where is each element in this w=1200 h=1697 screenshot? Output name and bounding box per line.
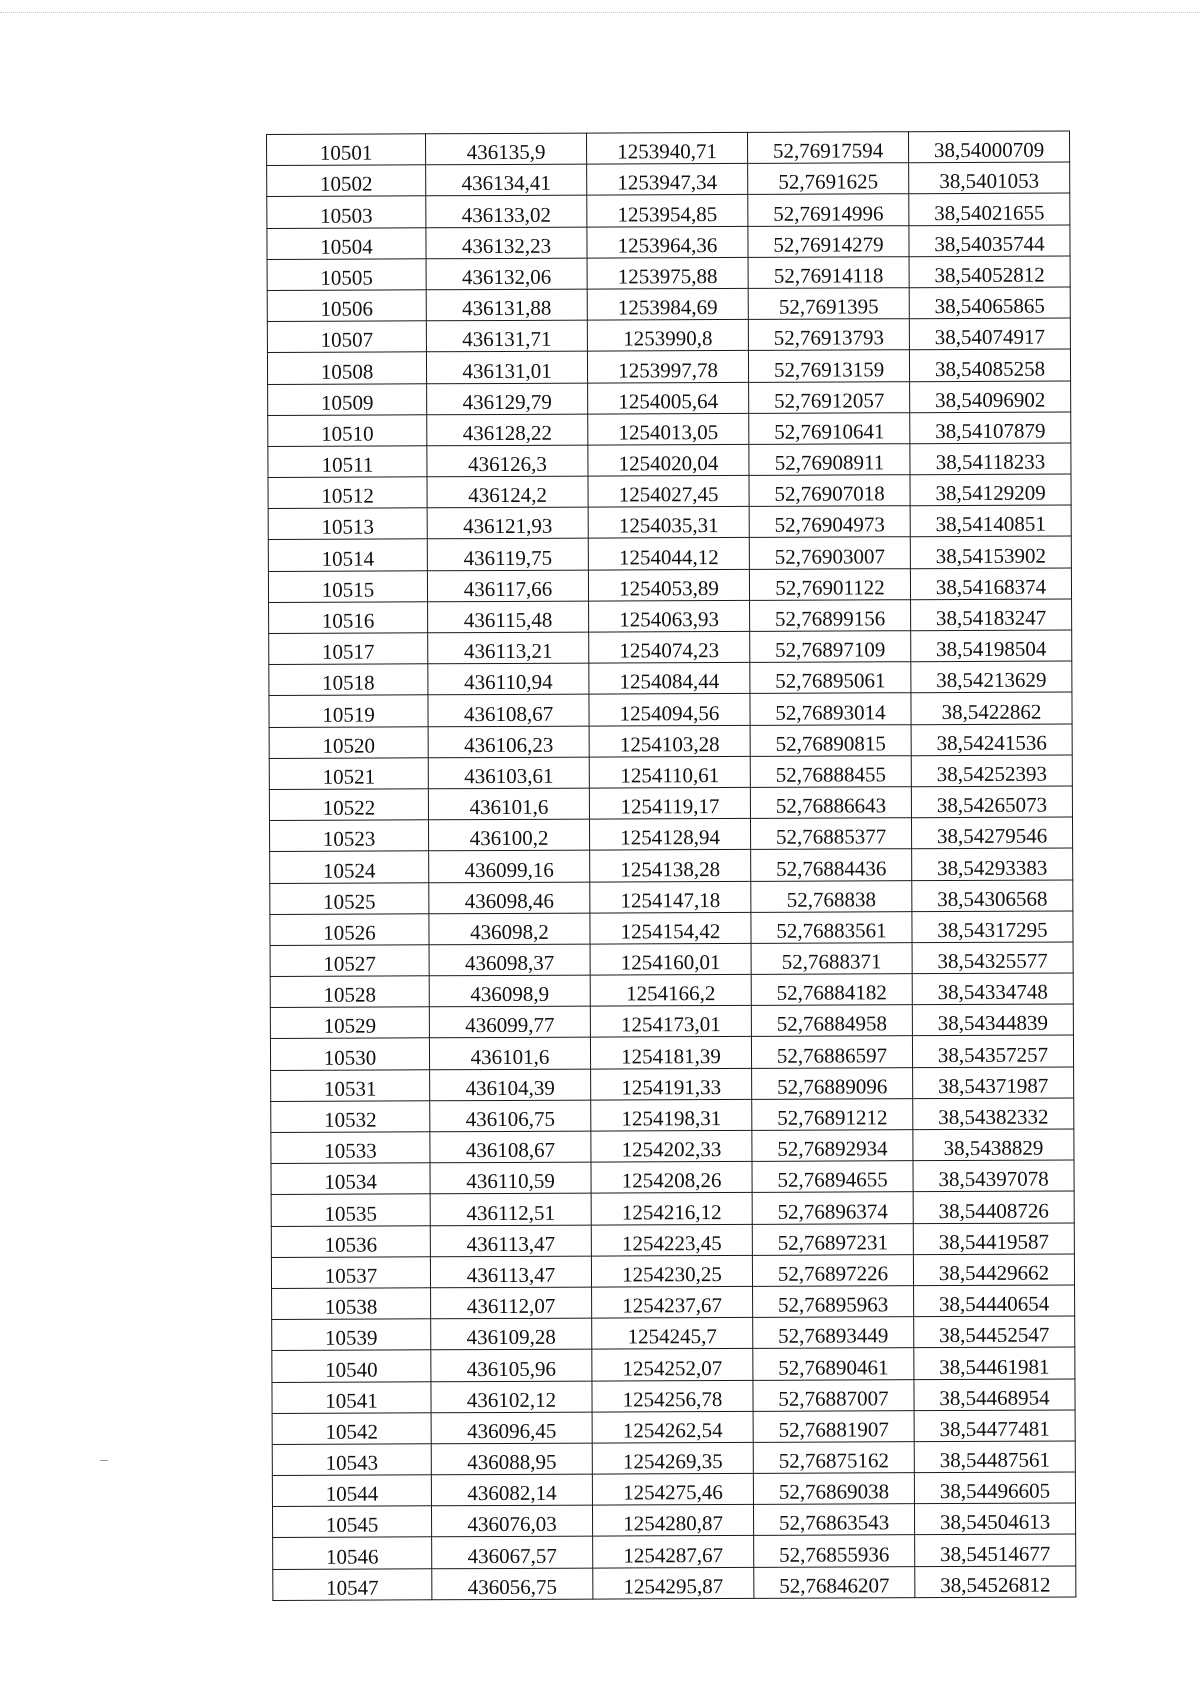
y-coordinate-cell: 1254245,7 — [592, 1318, 753, 1350]
y-coordinate-cell: 1254005,64 — [588, 382, 749, 414]
x-coordinate-cell: 436129,79 — [427, 383, 588, 415]
latitude-cell: 52,76888455 — [750, 755, 911, 787]
y-coordinate-cell: 1254138,28 — [590, 850, 751, 882]
latitude-cell: 52,76893014 — [750, 693, 911, 725]
table-row — [272, 1472, 1075, 1507]
latitude-cell: 52,76913793 — [748, 319, 909, 351]
latitude-cell: 52,76913159 — [748, 350, 909, 382]
table-row — [272, 1378, 1075, 1413]
x-coordinate-cell: 436098,37 — [429, 944, 590, 976]
x-coordinate-cell: 436126,3 — [427, 445, 588, 477]
latitude-cell: 52,76914118 — [748, 256, 909, 288]
y-coordinate-cell: 1254230,25 — [591, 1255, 752, 1287]
x-coordinate-cell: 436112,51 — [430, 1193, 591, 1225]
point-number-cell: 10507 — [267, 321, 426, 353]
longitude-cell: 38,54468954 — [914, 1378, 1075, 1410]
longitude-cell: 38,54371987 — [913, 1067, 1074, 1099]
latitude-cell: 52,7688371 — [751, 943, 912, 975]
y-coordinate-cell: 1254013,05 — [588, 413, 749, 445]
point-number-cell: 10530 — [270, 1038, 429, 1070]
table-row — [268, 474, 1071, 509]
latitude-cell: 52,76901122 — [749, 568, 910, 600]
y-coordinate-cell: 1254053,89 — [588, 569, 749, 601]
point-number-cell: 10534 — [271, 1163, 430, 1195]
point-number-cell: 10505 — [267, 259, 426, 291]
point-number-cell: 10532 — [271, 1101, 430, 1133]
y-coordinate-cell: 1254103,28 — [589, 725, 750, 757]
y-coordinate-cell: 1254237,67 — [592, 1286, 753, 1318]
longitude-cell: 38,54408726 — [913, 1191, 1074, 1223]
latitude-cell: 52,76914996 — [748, 194, 909, 226]
y-coordinate-cell: 1253984,69 — [587, 288, 748, 320]
table-row — [268, 568, 1071, 603]
y-coordinate-cell: 1254216,12 — [591, 1193, 752, 1225]
point-number-cell: 10526 — [270, 913, 429, 945]
x-coordinate-cell: 436119,75 — [427, 539, 588, 571]
y-coordinate-cell: 1254252,07 — [592, 1349, 753, 1381]
longitude-cell: 38,54213629 — [911, 661, 1072, 693]
y-coordinate-cell: 1254208,26 — [591, 1162, 752, 1194]
y-coordinate-cell: 1254191,33 — [591, 1068, 752, 1100]
y-coordinate-cell: 1254020,04 — [588, 444, 749, 476]
table-row — [271, 1191, 1074, 1226]
x-coordinate-cell: 436108,67 — [430, 1131, 591, 1163]
x-coordinate-cell: 436101,6 — [429, 1038, 590, 1070]
longitude-cell: 38,54129209 — [910, 474, 1071, 506]
x-coordinate-cell: 436076,03 — [431, 1505, 592, 1537]
point-number-cell: 10529 — [270, 1007, 429, 1039]
table-row — [267, 287, 1070, 322]
x-coordinate-cell: 436131,01 — [426, 351, 587, 383]
longitude-cell: 38,54035744 — [909, 225, 1070, 257]
y-coordinate-cell: 1254262,54 — [592, 1411, 753, 1443]
point-number-cell: 10543 — [272, 1444, 431, 1476]
longitude-cell: 38,54487561 — [914, 1441, 1075, 1473]
longitude-cell: 38,54477481 — [914, 1410, 1075, 1442]
y-coordinate-cell: 1254027,45 — [588, 475, 749, 507]
latitude-cell: 52,7691625 — [748, 163, 909, 195]
table-row — [270, 1004, 1073, 1039]
y-coordinate-cell: 1253954,85 — [587, 195, 748, 227]
latitude-cell: 52,76869038 — [753, 1473, 914, 1505]
table-row — [267, 193, 1070, 228]
latitude-cell: 52,76884958 — [751, 1005, 912, 1037]
y-coordinate-cell: 1254063,93 — [589, 600, 750, 632]
y-coordinate-cell: 1253947,34 — [587, 164, 748, 196]
latitude-cell: 52,76897109 — [750, 631, 911, 663]
y-coordinate-cell: 1254166,2 — [590, 974, 751, 1006]
table-row — [273, 1566, 1076, 1601]
point-number-cell: 10546 — [273, 1537, 432, 1569]
latitude-cell: 52,76886597 — [751, 1036, 912, 1068]
x-coordinate-cell: 436102,12 — [431, 1381, 592, 1413]
longitude-cell: 38,54452547 — [914, 1316, 1075, 1348]
longitude-cell: 38,54325577 — [912, 942, 1073, 974]
x-coordinate-cell: 436067,57 — [432, 1537, 593, 1569]
y-coordinate-cell: 1254287,67 — [593, 1536, 754, 1568]
latitude-cell: 52,76855936 — [754, 1535, 915, 1567]
point-number-cell: 10547 — [273, 1568, 432, 1600]
table-row — [271, 1254, 1074, 1289]
point-number-cell: 10517 — [269, 633, 428, 665]
table-row — [270, 1035, 1073, 1070]
table-row — [268, 443, 1071, 478]
x-coordinate-cell: 436133,02 — [426, 195, 587, 227]
latitude-cell: 52,76894655 — [752, 1161, 913, 1193]
longitude-cell: 38,54514677 — [915, 1534, 1076, 1566]
longitude-cell: 38,54153902 — [910, 536, 1071, 568]
x-coordinate-cell: 436109,28 — [431, 1318, 592, 1350]
latitude-cell: 52,76917594 — [747, 132, 908, 164]
point-number-cell: 10528 — [270, 976, 429, 1008]
longitude-cell: 38,54183247 — [911, 599, 1072, 631]
table-row — [267, 131, 1070, 166]
point-number-cell: 10525 — [270, 882, 429, 914]
table-row — [267, 318, 1070, 353]
longitude-cell: 38,54168374 — [910, 568, 1071, 600]
table-row — [269, 755, 1072, 790]
x-coordinate-cell: 436098,46 — [429, 882, 590, 914]
x-coordinate-cell: 436106,75 — [430, 1100, 591, 1132]
y-coordinate-cell: 1254044,12 — [588, 538, 749, 570]
x-coordinate-cell: 436099,77 — [429, 1006, 590, 1038]
latitude-cell: 52,76886643 — [750, 787, 911, 819]
longitude-cell: 38,54252393 — [911, 755, 1072, 787]
point-number-cell: 10544 — [272, 1475, 431, 1507]
x-coordinate-cell: 436098,9 — [429, 975, 590, 1007]
table-row — [267, 162, 1070, 197]
table-row — [272, 1285, 1075, 1320]
latitude-cell: 52,76883561 — [751, 911, 912, 943]
x-coordinate-cell: 436132,06 — [426, 258, 587, 290]
point-number-cell: 10506 — [267, 290, 426, 322]
longitude-cell: 38,54085258 — [909, 349, 1070, 381]
table-row — [270, 879, 1073, 914]
table-row — [269, 817, 1072, 852]
coordinates-table — [266, 130, 1076, 1600]
point-number-cell: 10531 — [271, 1069, 430, 1101]
table-row — [268, 380, 1071, 415]
table-row — [272, 1347, 1075, 1382]
y-coordinate-cell: 1254280,87 — [592, 1505, 753, 1537]
y-coordinate-cell: 1254035,31 — [588, 507, 749, 539]
longitude-cell: 38,54429662 — [913, 1254, 1074, 1286]
longitude-cell: 38,54382332 — [913, 1098, 1074, 1130]
table-row — [271, 1067, 1074, 1102]
table-row — [268, 505, 1071, 540]
x-coordinate-cell: 436121,93 — [427, 507, 588, 539]
longitude-cell: 38,54140851 — [910, 505, 1071, 537]
page-top-rule — [0, 12, 1200, 13]
y-coordinate-cell: 1254147,18 — [590, 881, 751, 913]
latitude-cell: 52,76881907 — [753, 1410, 914, 1442]
x-coordinate-cell: 436099,16 — [429, 850, 590, 882]
point-number-cell: 10539 — [272, 1319, 431, 1351]
latitude-cell: 52,76912057 — [749, 381, 910, 413]
point-number-cell: 10522 — [269, 789, 428, 821]
y-coordinate-cell: 1254223,45 — [591, 1224, 752, 1256]
y-coordinate-cell: 1254202,33 — [591, 1130, 752, 1162]
x-coordinate-cell: 436110,59 — [430, 1162, 591, 1194]
x-coordinate-cell: 436056,75 — [432, 1568, 593, 1600]
latitude-cell: 52,76863543 — [753, 1504, 914, 1536]
latitude-cell: 52,76891212 — [752, 1098, 913, 1130]
point-number-cell: 10508 — [267, 352, 426, 384]
latitude-cell: 52,76899156 — [750, 600, 911, 632]
longitude-cell: 38,54419587 — [913, 1223, 1074, 1255]
x-coordinate-cell: 436113,47 — [430, 1225, 591, 1257]
x-coordinate-cell: 436113,47 — [430, 1256, 591, 1288]
x-coordinate-cell: 436132,23 — [426, 227, 587, 259]
x-coordinate-cell: 436135,9 — [426, 133, 587, 165]
longitude-cell: 38,5438829 — [913, 1129, 1074, 1161]
longitude-cell: 38,54096902 — [910, 380, 1071, 412]
table-row — [271, 1129, 1074, 1164]
table-row — [269, 692, 1072, 727]
x-coordinate-cell: 436103,61 — [428, 757, 589, 789]
table-row — [268, 536, 1071, 571]
point-number-cell: 10503 — [267, 196, 426, 228]
y-coordinate-cell: 1253975,88 — [587, 257, 748, 289]
point-number-cell: 10527 — [270, 945, 429, 977]
longitude-cell: 38,54317295 — [912, 911, 1073, 943]
table-row — [272, 1441, 1075, 1476]
longitude-cell: 38,54526812 — [915, 1566, 1076, 1598]
longitude-cell: 38,54504613 — [914, 1503, 1075, 1535]
table-row — [271, 1160, 1074, 1195]
x-coordinate-cell: 436082,14 — [431, 1474, 592, 1506]
table-row — [270, 848, 1073, 883]
y-coordinate-cell: 1253997,78 — [587, 351, 748, 383]
point-number-cell: 10541 — [272, 1381, 431, 1413]
x-coordinate-cell: 436088,95 — [431, 1443, 592, 1475]
latitude-cell: 52,76890815 — [750, 724, 911, 756]
table-row — [272, 1503, 1075, 1538]
latitude-cell: 52,76897231 — [752, 1223, 913, 1255]
longitude-cell: 38,54052812 — [909, 256, 1070, 288]
longitude-cell: 38,54440654 — [914, 1285, 1075, 1317]
point-number-cell: 10537 — [271, 1257, 430, 1289]
point-number-cell: 10518 — [269, 664, 428, 696]
longitude-cell: 38,54118233 — [910, 443, 1071, 475]
latitude-cell: 52,76846207 — [754, 1566, 915, 1598]
longitude-cell: 38,54241536 — [911, 724, 1072, 756]
y-coordinate-cell: 1254198,31 — [591, 1099, 752, 1131]
point-number-cell: 10516 — [269, 602, 428, 634]
longitude-cell: 38,54306568 — [912, 879, 1073, 911]
x-coordinate-cell: 436096,45 — [431, 1412, 592, 1444]
table-row — [270, 973, 1073, 1008]
longitude-cell: 38,54279546 — [911, 817, 1072, 849]
latitude-cell: 52,76890461 — [753, 1348, 914, 1380]
table-row — [269, 786, 1072, 821]
x-coordinate-cell: 436098,2 — [429, 913, 590, 945]
point-number-cell: 10512 — [268, 477, 427, 509]
table-row — [271, 1223, 1074, 1258]
latitude-cell: 52,7691395 — [748, 288, 909, 320]
y-coordinate-cell: 1254295,87 — [593, 1567, 754, 1599]
table-row — [267, 256, 1070, 291]
margin-mark — [100, 1460, 108, 1461]
x-coordinate-cell: 436101,6 — [428, 788, 589, 820]
latitude-cell: 52,76904973 — [749, 506, 910, 538]
table-row — [269, 599, 1072, 634]
latitude-cell: 52,76895061 — [750, 662, 911, 694]
longitude-cell: 38,54107879 — [910, 412, 1071, 444]
table-row — [269, 724, 1072, 759]
point-number-cell: 10533 — [271, 1132, 430, 1164]
table-row — [267, 225, 1070, 260]
point-number-cell: 10514 — [268, 539, 427, 571]
table-row — [270, 942, 1073, 977]
x-coordinate-cell: 436104,39 — [430, 1069, 591, 1101]
y-coordinate-cell: 1254084,44 — [589, 663, 750, 695]
y-coordinate-cell: 1253964,36 — [587, 226, 748, 258]
latitude-cell: 52,76897226 — [752, 1254, 913, 1286]
longitude-cell: 38,54293383 — [912, 848, 1073, 880]
coordinates-table-body — [267, 131, 1076, 1600]
x-coordinate-cell: 436105,96 — [431, 1349, 592, 1381]
latitude-cell: 52,76893449 — [753, 1317, 914, 1349]
point-number-cell: 10502 — [267, 165, 426, 197]
x-coordinate-cell: 436131,71 — [426, 320, 587, 352]
y-coordinate-cell: 1254119,17 — [589, 787, 750, 819]
point-number-cell: 10536 — [271, 1225, 430, 1257]
y-coordinate-cell: 1254256,78 — [592, 1380, 753, 1412]
longitude-cell: 38,54198504 — [911, 630, 1072, 662]
x-coordinate-cell: 436115,48 — [428, 601, 589, 633]
longitude-cell: 38,54334748 — [912, 973, 1073, 1005]
point-number-cell: 10519 — [269, 695, 428, 727]
latitude-cell: 52,76889096 — [752, 1067, 913, 1099]
point-number-cell: 10535 — [271, 1194, 430, 1226]
x-coordinate-cell: 436112,07 — [431, 1287, 592, 1319]
x-coordinate-cell: 436131,88 — [426, 289, 587, 321]
point-number-cell: 10520 — [269, 726, 428, 758]
longitude-cell: 38,54397078 — [913, 1160, 1074, 1192]
point-number-cell: 10540 — [272, 1350, 431, 1382]
x-coordinate-cell: 436108,67 — [428, 694, 589, 726]
x-coordinate-cell: 436134,41 — [426, 164, 587, 196]
point-number-cell: 10538 — [272, 1288, 431, 1320]
longitude-cell: 38,5422862 — [911, 692, 1072, 724]
x-coordinate-cell: 436124,2 — [427, 476, 588, 508]
x-coordinate-cell: 436128,22 — [427, 414, 588, 446]
point-number-cell: 10545 — [272, 1506, 431, 1538]
latitude-cell: 52,76914279 — [748, 225, 909, 257]
longitude-cell: 38,54065865 — [909, 287, 1070, 319]
point-number-cell: 10515 — [268, 570, 427, 602]
latitude-cell: 52,76908911 — [749, 444, 910, 476]
y-coordinate-cell: 1254269,35 — [592, 1442, 753, 1474]
table-row — [272, 1410, 1075, 1445]
latitude-cell: 52,76895963 — [753, 1286, 914, 1318]
table-row — [267, 349, 1070, 384]
latitude-cell: 52,76875162 — [753, 1442, 914, 1474]
point-number-cell: 10501 — [267, 134, 426, 166]
longitude-cell: 38,54074917 — [909, 318, 1070, 350]
point-number-cell: 10511 — [268, 446, 427, 478]
longitude-cell: 38,54357257 — [912, 1035, 1073, 1067]
point-number-cell: 10521 — [269, 758, 428, 790]
y-coordinate-cell: 1254128,94 — [589, 819, 750, 851]
latitude-cell: 52,76896374 — [752, 1192, 913, 1224]
latitude-cell: 52,76892934 — [752, 1130, 913, 1162]
point-number-cell: 10513 — [268, 508, 427, 540]
point-number-cell: 10524 — [270, 851, 429, 883]
point-number-cell: 10542 — [272, 1412, 431, 1444]
x-coordinate-cell: 436113,21 — [428, 632, 589, 664]
table-row — [269, 630, 1072, 665]
longitude-cell: 38,5401053 — [909, 162, 1070, 194]
y-coordinate-cell: 1254181,39 — [590, 1037, 751, 1069]
latitude-cell: 52,76910641 — [749, 412, 910, 444]
y-coordinate-cell: 1254173,01 — [590, 1006, 751, 1038]
table-row — [269, 661, 1072, 696]
latitude-cell: 52,76884182 — [751, 974, 912, 1006]
x-coordinate-cell: 436106,23 — [428, 726, 589, 758]
longitude-cell: 38,54000709 — [908, 131, 1069, 163]
y-coordinate-cell: 1254275,46 — [592, 1473, 753, 1505]
table-row — [268, 412, 1071, 447]
longitude-cell: 38,54344839 — [912, 1004, 1073, 1036]
table-row — [270, 911, 1073, 946]
table-row — [272, 1316, 1075, 1351]
latitude-cell: 52,76885377 — [750, 818, 911, 850]
x-coordinate-cell: 436100,2 — [428, 819, 589, 851]
longitude-cell: 38,54461981 — [914, 1347, 1075, 1379]
latitude-cell: 52,76907018 — [749, 475, 910, 507]
latitude-cell: 52,76887007 — [753, 1379, 914, 1411]
point-number-cell: 10504 — [267, 227, 426, 259]
y-coordinate-cell: 1254110,61 — [589, 756, 750, 788]
y-coordinate-cell: 1253990,8 — [587, 320, 748, 352]
latitude-cell: 52,76903007 — [749, 537, 910, 569]
table-row — [273, 1534, 1076, 1569]
y-coordinate-cell: 1254074,23 — [589, 631, 750, 663]
latitude-cell: 52,76884436 — [751, 849, 912, 881]
longitude-cell: 38,54265073 — [911, 786, 1072, 818]
y-coordinate-cell: 1254154,42 — [590, 912, 751, 944]
point-number-cell: 10523 — [269, 820, 428, 852]
point-number-cell: 10509 — [268, 383, 427, 415]
y-coordinate-cell: 1254094,56 — [589, 694, 750, 726]
latitude-cell: 52,768838 — [751, 880, 912, 912]
x-coordinate-cell: 436110,94 — [428, 663, 589, 695]
longitude-cell: 38,54496605 — [914, 1472, 1075, 1504]
longitude-cell: 38,54021655 — [909, 193, 1070, 225]
x-coordinate-cell: 436117,66 — [427, 570, 588, 602]
y-coordinate-cell: 1253940,71 — [586, 132, 747, 164]
point-number-cell: 10510 — [268, 414, 427, 446]
y-coordinate-cell: 1254160,01 — [590, 943, 751, 975]
table-row — [271, 1098, 1074, 1133]
